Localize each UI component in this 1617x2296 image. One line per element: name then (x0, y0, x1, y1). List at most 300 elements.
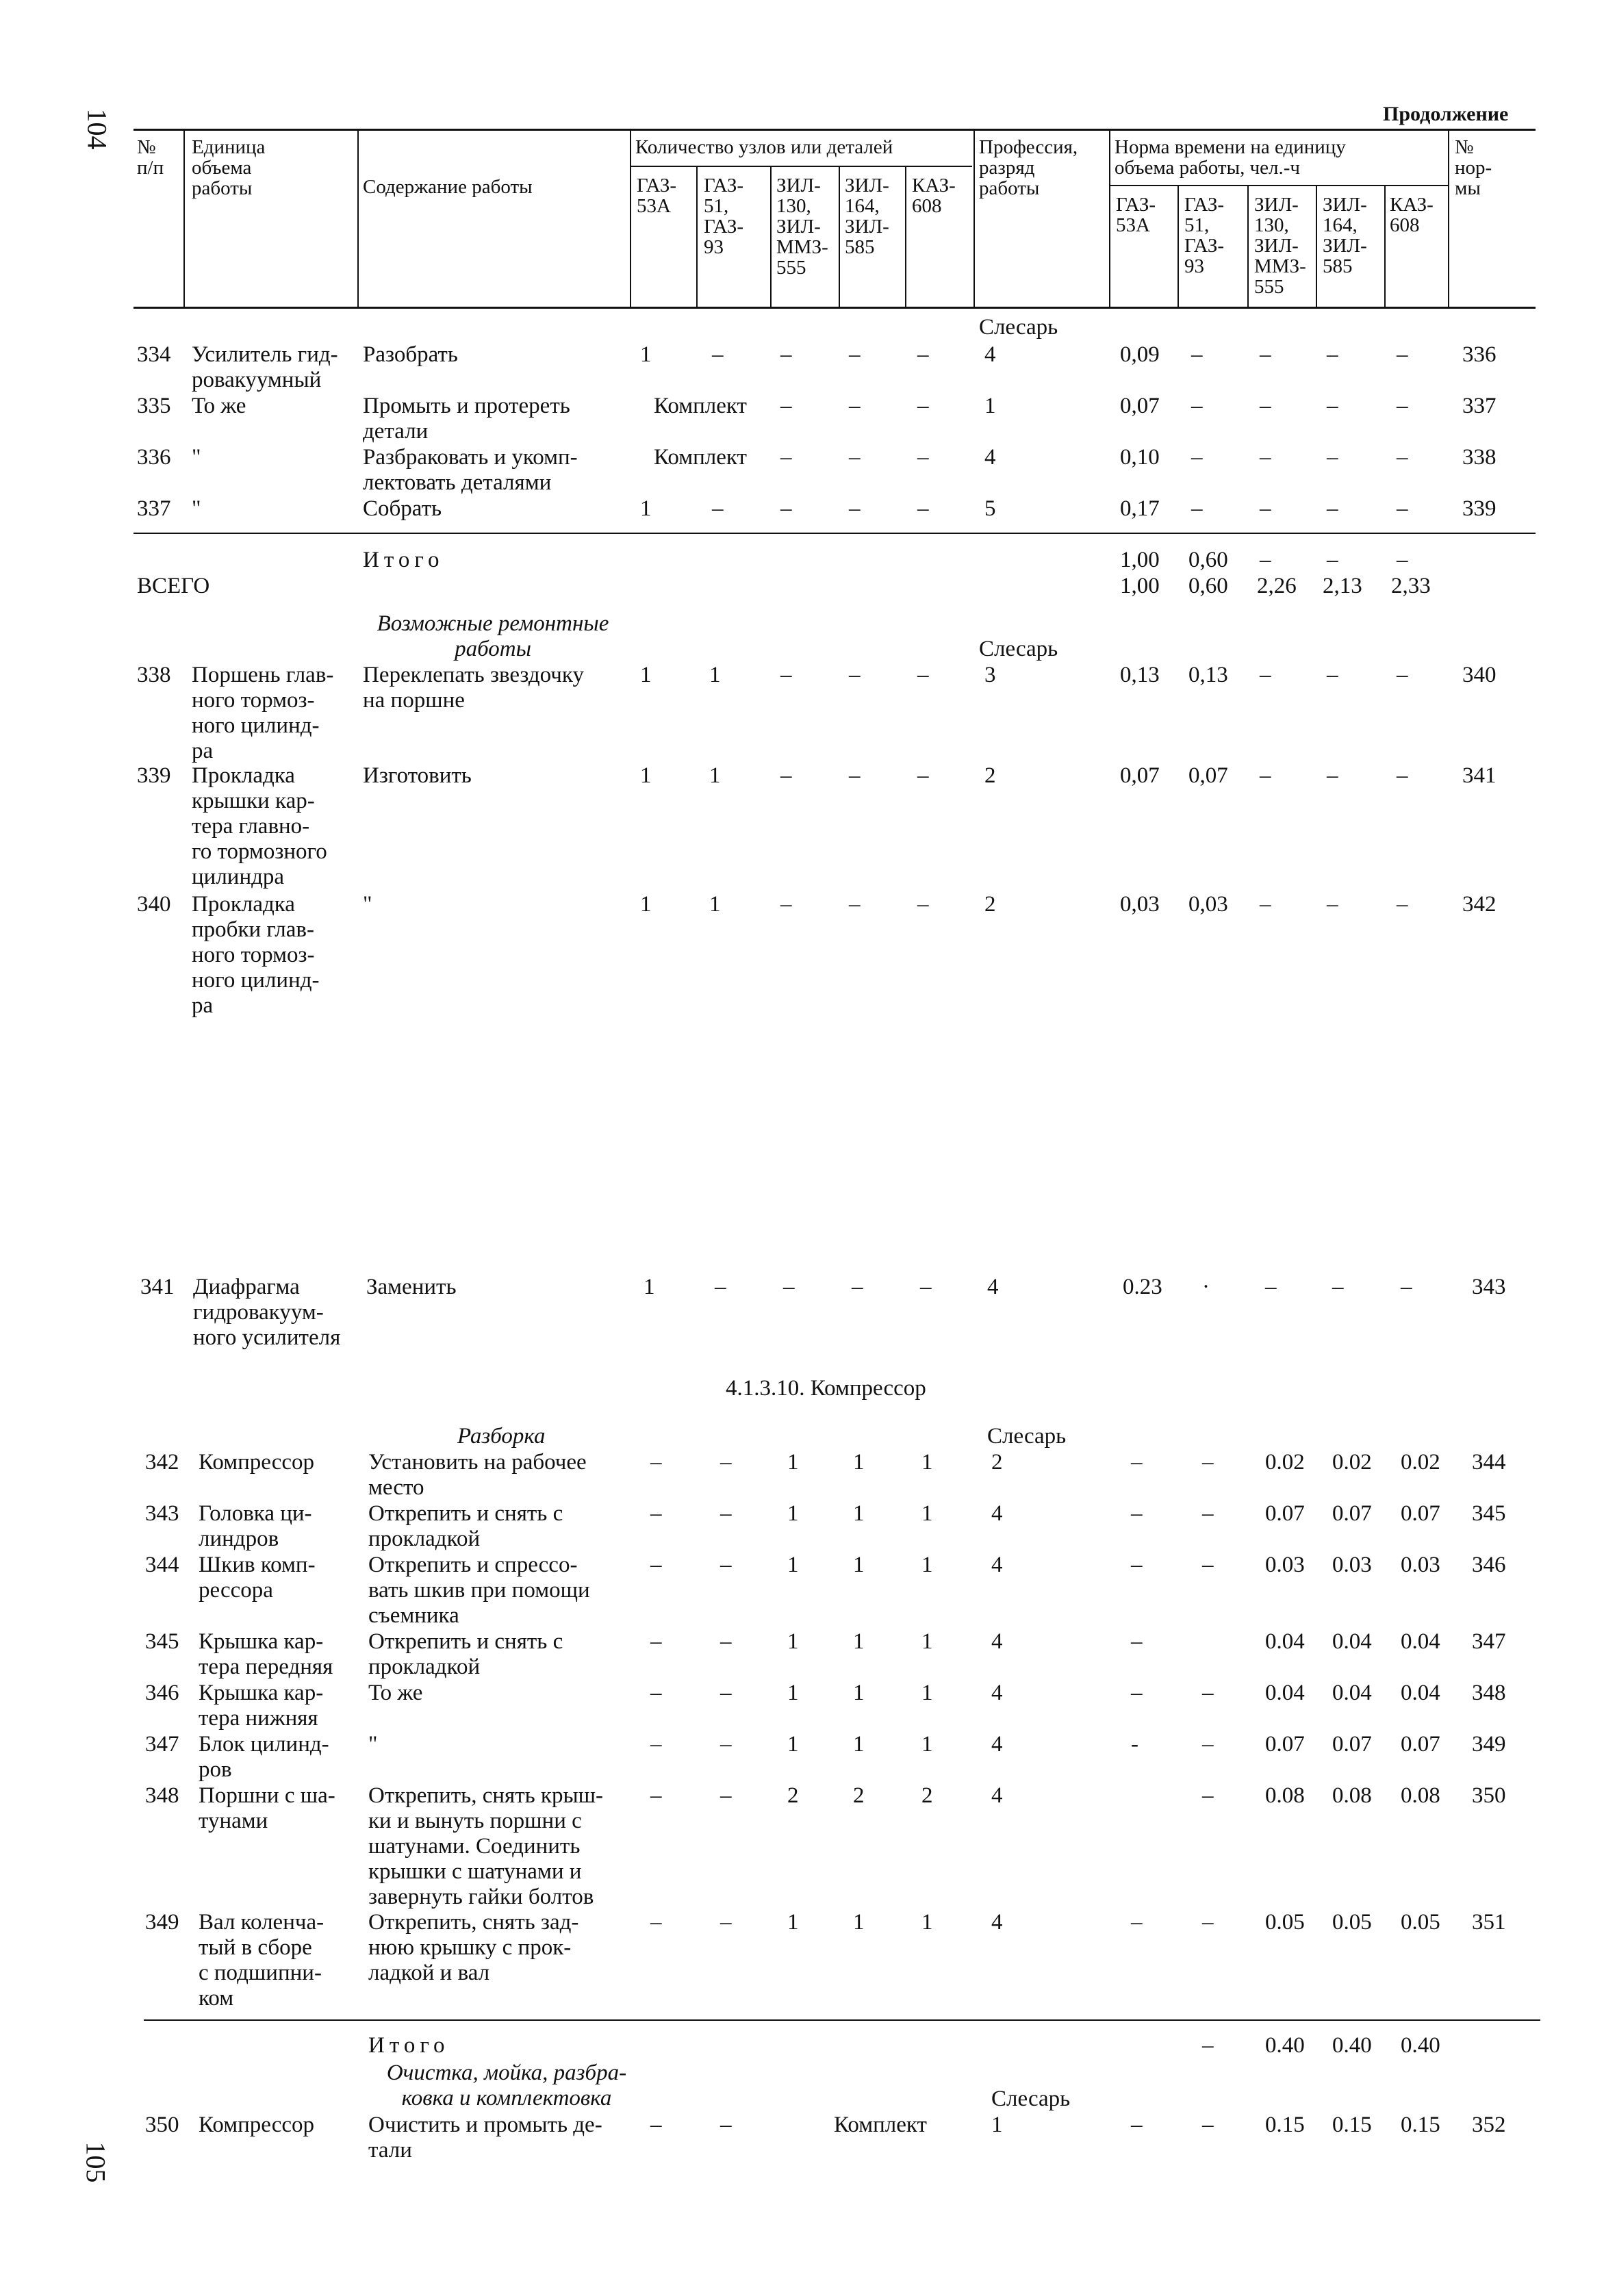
profession-grade: 4 (991, 1629, 1003, 1654)
itogo-value: – (1397, 548, 1408, 572)
page-number-left: 104 (81, 108, 113, 150)
profession-grade: 1 (984, 394, 996, 418)
row-content: То же (368, 1681, 423, 1705)
time-cell: – (1401, 1275, 1412, 1299)
qty-cell: 2 (787, 1783, 799, 1808)
profession-label: Слесарь (979, 637, 1058, 661)
qty-cell: – (920, 1275, 932, 1299)
section-rule (144, 2019, 1540, 2021)
section-title: Разборка (457, 1424, 546, 1449)
row-unit: " (192, 496, 201, 521)
qty-cell: – (917, 445, 929, 470)
row-content: Разобрать (363, 342, 458, 367)
qty-cell: – (780, 892, 792, 917)
header-top-rule (133, 129, 1536, 131)
qty-cell: 1 (787, 1629, 799, 1654)
row-number: 339 (137, 763, 171, 788)
time-cell: – (1260, 394, 1271, 418)
qty-cell: – (780, 394, 792, 418)
qty-cell: – (715, 1275, 726, 1299)
row-unit: Компрессор (199, 1450, 315, 1475)
time-cell: 0.02 (1332, 1450, 1372, 1475)
profession-grade: 5 (984, 496, 996, 521)
qty-cell: – (712, 342, 724, 367)
section-title: Очистка, мойка, разбра- ковка и комплектовка (386, 2061, 627, 2110)
time-cell: – (1202, 1783, 1214, 1808)
time-cell: 0.04 (1332, 1629, 1372, 1654)
time-cell: 0.07 (1265, 1501, 1305, 1526)
row-content: Установить на рабочее место (368, 1450, 587, 1500)
time-cell: – (1202, 1732, 1214, 1757)
norm-number: 348 (1472, 1681, 1506, 1705)
row-unit: Головка ци- линдров (199, 1501, 312, 1551)
qty-cell: 2 (921, 1783, 933, 1808)
time-cell: – (1131, 1501, 1143, 1526)
time-cell: – (1397, 663, 1408, 687)
qty-cell: 1 (853, 1629, 865, 1654)
qty-cell: – (917, 342, 929, 367)
qty-cell: – (720, 1553, 732, 1577)
time-cell: 0,13 (1188, 663, 1228, 687)
norm-number: 349 (1472, 1732, 1506, 1757)
time-cell: 0.15 (1401, 2113, 1440, 2137)
time-cell: – (1202, 1450, 1214, 1475)
hdr-qty-col: ГАЗ- 53А (637, 175, 677, 217)
row-content: Открепить и снять с прокладкой (368, 1501, 563, 1551)
itogo-value: 0.40 (1332, 2033, 1372, 2058)
time-cell: – (1131, 1553, 1143, 1577)
profession-grade: 4 (987, 1275, 999, 1299)
time-cell: 0.08 (1265, 1783, 1305, 1808)
time-cell: 0.05 (1401, 1910, 1440, 1935)
qty-cell: 1 (640, 663, 652, 687)
qty-cell: 1 (921, 1450, 933, 1475)
time-cell: – (1191, 394, 1203, 418)
row-content: Открепить и снять с прокладкой (368, 1629, 563, 1679)
time-cell: – (1397, 892, 1408, 917)
row-content: Изготовить (363, 763, 472, 788)
time-cell: 0.23 (1123, 1275, 1162, 1299)
qty-cell: – (650, 1910, 662, 1935)
qty-cell: – (849, 496, 861, 521)
qty-cell: 1 (921, 1629, 933, 1654)
hdr-col-sep (905, 166, 906, 307)
qty-cell: 1 (709, 763, 721, 788)
time-cell: 0.07 (1332, 1732, 1372, 1757)
norm-number: 346 (1472, 1553, 1506, 1577)
time-cell: – (1202, 1501, 1214, 1526)
time-cell: 0.08 (1401, 1783, 1440, 1808)
time-cell: 0.03 (1401, 1553, 1440, 1577)
header-bottom-rule (133, 307, 1536, 309)
time-cell: 0,07 (1120, 763, 1160, 788)
time-cell: – (1327, 394, 1338, 418)
row-unit: То же (192, 394, 246, 418)
time-cell: – (1131, 1629, 1143, 1654)
hdr-norm-group: Норма времени на единицу объема работы, чел.-ч (1115, 136, 1346, 179)
hdr-norm-col: ГАЗ- 53А (1116, 194, 1156, 236)
profession-grade: 2 (984, 763, 996, 788)
hdr-norm-col: КАЗ- 608 (1390, 194, 1434, 236)
hdr-norm-col: ГАЗ- 51, ГАЗ- 93 (1184, 194, 1225, 277)
qty-cell: – (650, 1732, 662, 1757)
profession-label: Слесарь (979, 315, 1058, 340)
hdr-col-sep (1448, 129, 1449, 307)
row-number: 341 (140, 1275, 175, 1299)
qty-cell: 1 (921, 1681, 933, 1705)
qty-cell: 1 (787, 1910, 799, 1935)
time-cell: – (1260, 663, 1271, 687)
row-unit: Прокладка пробки глав- ного тормоз- ного цилинд- ра (192, 892, 320, 1018)
qty-cell: 1 (853, 1910, 865, 1935)
row-unit: Диафрагма гидровакуум- ного усилителя (193, 1275, 341, 1350)
hdr-content: Содержание работы (363, 176, 533, 198)
row-content: Промыть и протереть детали (363, 394, 570, 444)
time-cell: · (1202, 1275, 1210, 1299)
time-cell: 0,03 (1120, 892, 1160, 917)
time-cell: 0.05 (1332, 1910, 1372, 1935)
qty-cell: 1 (787, 1732, 799, 1757)
hdr-qty-col: ЗИЛ- 130, ЗИЛ- ММЗ- 555 (776, 175, 828, 279)
time-cell: 0.04 (1265, 1629, 1305, 1654)
time-cell: 0.02 (1401, 1450, 1440, 1475)
hdr-col-sep (630, 129, 631, 307)
qty-cell: 1 (787, 1553, 799, 1577)
time-cell: – (1327, 445, 1338, 470)
norm-number: 345 (1472, 1501, 1506, 1526)
vsego-value: 1,00 (1120, 574, 1160, 598)
qty-cell: 1 (787, 1450, 799, 1475)
itogo-label: Итого (368, 2033, 450, 2058)
profession-grade: 2 (991, 1450, 1003, 1475)
row-unit: " (192, 445, 201, 470)
row-number: 348 (145, 1783, 179, 1808)
norm-number: 344 (1472, 1450, 1506, 1475)
qty-cell: – (720, 1732, 732, 1757)
profession-grade: 4 (991, 1783, 1003, 1808)
profession-grade: 4 (991, 1910, 1003, 1935)
qty-cell: 1 (921, 1501, 933, 1526)
norm-group-rule (1109, 185, 1448, 186)
qty-cell: – (780, 496, 792, 521)
qty-cell: – (712, 496, 724, 521)
qty-cell: 1 (853, 1553, 865, 1577)
section-rule (133, 533, 1536, 534)
time-cell: – (1131, 1450, 1143, 1475)
itogo-value: – (1260, 548, 1271, 572)
time-cell: – (1191, 496, 1203, 521)
time-cell: 0,13 (1120, 663, 1160, 687)
row-unit: Вал коленча- тый в сборе с подшипни- ком (199, 1910, 324, 2011)
itogo-value: 0.40 (1265, 2033, 1305, 2058)
time-cell: – (1202, 1681, 1214, 1705)
row-content: Заменить (366, 1275, 457, 1299)
time-cell: – (1202, 2113, 1214, 2137)
qty-cell: – (849, 342, 861, 367)
time-cell: 0.03 (1265, 1553, 1305, 1577)
row-number: 343 (145, 1501, 179, 1526)
qty-cell: – (780, 763, 792, 788)
time-cell: 0,17 (1120, 496, 1160, 521)
qty-cell: – (917, 394, 929, 418)
vsego-label: ВСЕГО (137, 574, 210, 598)
time-cell: 0.04 (1332, 1681, 1372, 1705)
qty-cell: 1 (787, 1681, 799, 1705)
row-number: 350 (145, 2113, 179, 2137)
time-cell: 0.05 (1265, 1910, 1305, 1935)
time-cell: – (1131, 2113, 1143, 2137)
profession-grade: 4 (991, 1732, 1003, 1757)
time-cell: 0.15 (1332, 2113, 1372, 2137)
qty-text: Комплект (654, 394, 747, 418)
qty-cell: 1 (853, 1501, 865, 1526)
qty-cell: – (650, 1783, 662, 1808)
hdr-qty-col: ГАЗ- 51, ГАЗ- 93 (704, 175, 744, 258)
row-unit: Усилитель гид- ровакуумный (192, 342, 338, 392)
row-unit: Крышка кар- тера нижняя (199, 1681, 324, 1731)
row-content: Переклепать звездочку на поршне (363, 663, 584, 713)
qty-cell: 1 (921, 1910, 933, 1935)
time-cell: 0.04 (1401, 1629, 1440, 1654)
time-cell: 0.08 (1332, 1783, 1372, 1808)
row-unit: Прокладка крышки кар- тера главно- го тормозного цилиндра (192, 763, 327, 889)
time-cell: – (1327, 663, 1338, 687)
time-cell: 0.07 (1401, 1501, 1440, 1526)
qty-cell: – (720, 1450, 732, 1475)
time-cell: – (1131, 1681, 1143, 1705)
qty-cell: 1 (853, 1732, 865, 1757)
profession-grade: 4 (991, 1553, 1003, 1577)
row-number: 349 (145, 1910, 179, 1935)
row-unit: Поршни с ша- тунами (199, 1783, 335, 1833)
page-number-right: 105 (80, 2141, 112, 2183)
itogo-value: – (1327, 548, 1338, 572)
norm-number: 343 (1472, 1275, 1506, 1299)
hdr-col-sep (770, 166, 772, 307)
row-number: 336 (137, 445, 171, 470)
hdr-col-sep (1177, 185, 1179, 307)
hdr-qty-col: КАЗ- 608 (912, 175, 956, 217)
profession-grade: 4 (991, 1681, 1003, 1705)
qty-cell: – (849, 394, 861, 418)
continuation-label: Продолжение (1383, 103, 1509, 125)
hdr-norm-col: ЗИЛ- 164, ЗИЛ- 585 (1323, 194, 1367, 277)
profession-grade: 2 (984, 892, 996, 917)
row-content: Собрать (363, 496, 442, 521)
norm-number: 347 (1472, 1629, 1506, 1654)
norm-number: 336 (1462, 342, 1497, 367)
vsego-value: 2,33 (1391, 574, 1431, 598)
row-content: Очистить и промыть де- тали (368, 2113, 602, 2163)
time-cell: – (1260, 445, 1271, 470)
time-cell: – (1397, 496, 1408, 521)
qty-cell: – (720, 1629, 732, 1654)
qty-cell: 1 (853, 1681, 865, 1705)
row-content: " (368, 1732, 378, 1757)
qty-cell: – (720, 2113, 732, 2137)
hdr-col-sep (696, 166, 698, 307)
time-cell: – (1131, 1910, 1143, 1935)
hdr-col-sep (839, 166, 840, 307)
itogo-value: 0.40 (1401, 2033, 1440, 2058)
qty-cell: – (650, 1553, 662, 1577)
hdr-qty-group: Количество узлов или деталей (635, 136, 893, 158)
hdr-col-sep (973, 129, 975, 307)
time-cell: – (1397, 763, 1408, 788)
row-number: 338 (137, 663, 171, 687)
row-number: 346 (145, 1681, 179, 1705)
qty-cell: – (780, 663, 792, 687)
norm-number: 342 (1462, 892, 1497, 917)
time-cell: – (1202, 1910, 1214, 1935)
row-number: 345 (145, 1629, 179, 1654)
qty-cell: 1 (787, 1501, 799, 1526)
qty-cell: – (650, 1629, 662, 1654)
row-number: 335 (137, 394, 171, 418)
hdr-norm-col: ЗИЛ- 130, ЗИЛ- ММЗ- 555 (1254, 194, 1306, 298)
hdr-col-sep (1316, 185, 1317, 307)
time-cell: 0.07 (1332, 1501, 1372, 1526)
time-cell: – (1265, 1275, 1277, 1299)
qty-cell: 1 (921, 1732, 933, 1757)
time-cell: – (1260, 496, 1271, 521)
qty-cell: – (650, 1681, 662, 1705)
time-cell: 0,07 (1188, 763, 1228, 788)
time-cell: – (1202, 1553, 1214, 1577)
row-content: Открепить, снять крыш- ки и вынуть поршни с шатунами. Соединить крышки с шатунами и завернуть гайки болтов (368, 1783, 604, 1909)
qty-cell: – (849, 763, 861, 788)
hdr-unit: Единица объема работы (192, 136, 266, 199)
row-content: Открепить, снять зад- нюю крышку с прок- ладкой и вал (368, 1910, 579, 1985)
itogo-label: Итого (363, 548, 444, 572)
qty-cell: 1 (640, 342, 652, 367)
time-cell: – (1332, 1275, 1344, 1299)
time-cell: – (1397, 394, 1408, 418)
qty-cell: – (650, 2113, 662, 2137)
itogo-value: 0,60 (1188, 548, 1228, 572)
time-cell: 0,09 (1120, 342, 1160, 367)
profession-grade: 3 (984, 663, 996, 687)
qty-cell: – (720, 1501, 732, 1526)
hdr-profession: Профессия, разряд работы (979, 136, 1078, 199)
qty-text: Комплект (834, 2113, 927, 2137)
qty-cell: 1 (709, 663, 721, 687)
norm-number: 341 (1462, 763, 1497, 788)
qty-cell: – (650, 1450, 662, 1475)
qty-cell: 1 (921, 1553, 933, 1577)
time-cell: – (1260, 763, 1271, 788)
hdr-no: № п/п (137, 136, 164, 179)
hdr-qty-col: ЗИЛ- 164, ЗИЛ- 585 (845, 175, 889, 258)
profession-grade: 1 (991, 2113, 1003, 2137)
row-unit: Блок цилинд- ров (199, 1732, 329, 1782)
qty-cell: – (720, 1783, 732, 1808)
qty-cell: – (852, 1275, 863, 1299)
qty-text: Комплект (654, 445, 747, 470)
qty-cell: 1 (709, 892, 721, 917)
time-cell: – (1327, 342, 1338, 367)
row-number: 334 (137, 342, 171, 367)
row-unit: Шкив комп- рессора (199, 1553, 316, 1603)
norm-number: 337 (1462, 394, 1497, 418)
hdr-col-sep (183, 129, 185, 307)
qty-cell: – (849, 445, 861, 470)
qty-cell: – (783, 1275, 795, 1299)
row-content: " (363, 892, 372, 917)
time-cell: 0,07 (1120, 394, 1160, 418)
section-title: Возможные ремонтные работы (377, 611, 609, 661)
time-cell: – (1191, 342, 1203, 367)
qty-cell: 2 (853, 1783, 865, 1808)
qty-cell: 1 (640, 763, 652, 788)
hdr-col-sep (1109, 129, 1110, 307)
row-content: Открепить и спрессо- вать шкив при помощи съемника (368, 1553, 590, 1628)
time-cell: - (1131, 1732, 1138, 1757)
row-content: Разбраковать и укомп- лектовать деталями (363, 445, 578, 495)
qty-cell: 1 (640, 496, 652, 521)
qty-cell: 1 (640, 892, 652, 917)
qty-cell: – (780, 342, 792, 367)
qty-cell: – (650, 1501, 662, 1526)
itogo-value: 1,00 (1120, 548, 1160, 572)
norm-number: 339 (1462, 496, 1497, 521)
row-unit: Компрессор (199, 2113, 315, 2137)
time-cell: – (1327, 496, 1338, 521)
norm-number: 340 (1462, 663, 1497, 687)
qty-cell: – (720, 1910, 732, 1935)
qty-cell: – (917, 663, 929, 687)
qty-cell: 1 (644, 1275, 655, 1299)
qty-cell: – (917, 496, 929, 521)
time-cell: 0.03 (1332, 1553, 1372, 1577)
time-cell: – (1327, 892, 1338, 917)
hdr-col-sep (1384, 185, 1386, 307)
time-cell: – (1191, 445, 1203, 470)
hdr-norm-no: № нор- мы (1455, 136, 1492, 199)
norm-number: 352 (1472, 2113, 1506, 2137)
row-number: 342 (145, 1450, 179, 1475)
qty-cell: – (720, 1681, 732, 1705)
row-number: 344 (145, 1553, 179, 1577)
time-cell: – (1260, 342, 1271, 367)
qty-cell: – (849, 663, 861, 687)
time-cell: 0,10 (1120, 445, 1160, 470)
vsego-value: 2,13 (1323, 574, 1362, 598)
time-cell: 0.02 (1265, 1450, 1305, 1475)
time-cell: – (1397, 445, 1408, 470)
time-cell: – (1260, 892, 1271, 917)
qty-group-rule (630, 166, 972, 167)
profession-grade: 4 (984, 342, 996, 367)
profession-grade: 4 (991, 1501, 1003, 1526)
qty-cell: – (917, 763, 929, 788)
row-unit: Поршень глав- ного тормоз- ного цилинд- ра (192, 663, 334, 763)
profession-label: Слесарь (991, 2087, 1071, 2111)
time-cell: 0.15 (1265, 2113, 1305, 2137)
vsego-value: 2,26 (1257, 574, 1297, 598)
vsego-value: 0,60 (1188, 574, 1228, 598)
qty-cell: – (917, 892, 929, 917)
row-number: 347 (145, 1732, 179, 1757)
profession-grade: 4 (984, 445, 996, 470)
time-cell: 0.07 (1265, 1732, 1305, 1757)
time-cell: 0,03 (1188, 892, 1228, 917)
itogo-value: – (1202, 2033, 1214, 2058)
row-number: 337 (137, 496, 171, 521)
qty-cell: – (780, 445, 792, 470)
section-heading: 4.1.3.10. Компрессор (726, 1376, 926, 1401)
profession-label: Слесарь (987, 1424, 1067, 1449)
